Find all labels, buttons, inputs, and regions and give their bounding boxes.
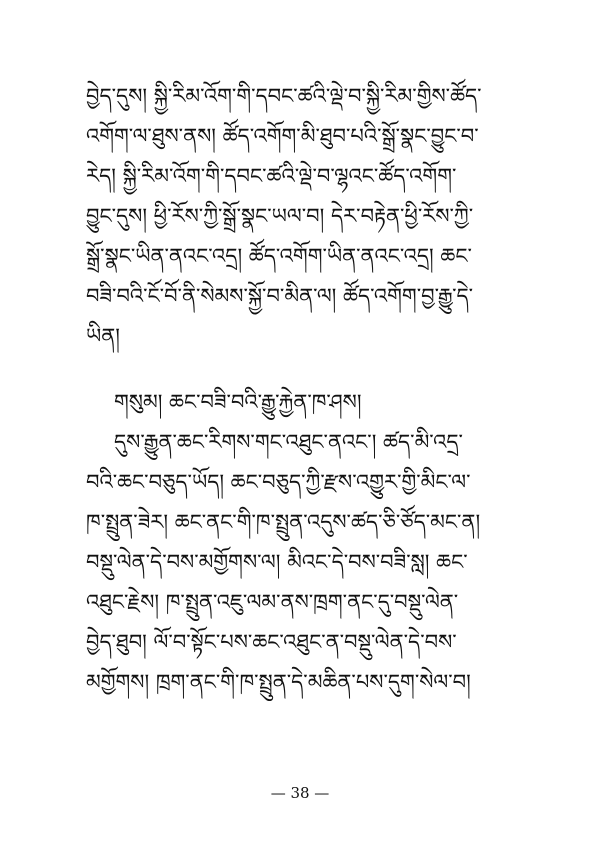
paragraph-1 <box>86 76 526 356</box>
text-line: སྒྲོ་སྣང་ཡིན་ནའང་འདྲ། ཚོད་འགོག་ཡིན་ནའང་འདྲ། ཆང་ <box>86 244 472 268</box>
text-line: བྱུང་དུས། ཕྱི་རོས་ཀྱི་སྒྲོ་སྣང་ཡལ་བ། དེར་བརྟེན་ཕྱི་རོས་ཀྱི་ <box>86 204 474 228</box>
text-line: བའི་ཆང་བཅུད་ཡོད། ཆང་བཅུད་ཀྱི་རྫས་འགྱུར་གྱི་མིང་ལ་ <box>86 470 471 494</box>
text-line: བྱེད་ཐུབ། ལོ་བ་སྟོང་པས་ཆང་འཐུང་ན་བསྡུ་ལེན་དེ་བས་ <box>86 630 457 654</box>
text-line: ཡིན། <box>86 324 120 348</box>
text-line: བཟི་བའི་ངོ་བོ་ནི་སེམས་སྐྱོ་བ་མིན་ལ། ཚོད་འགོག་བྱ་རྒྱུ་དེ་ <box>86 284 474 308</box>
text-line: དུས་རྒྱུན་ཆང་རིགས་གང་འཐུང་ནའང་། ཚད་མི་འདྲ་ <box>114 430 463 454</box>
text-line: ཁ་སྤྲུན་ཟེར། ཆང་ནང་གི་ཁ་སྤྲུན་འདུས་ཚད་ཅི་ཙོད་མང་ན། <box>86 510 481 534</box>
body-text <box>86 76 526 702</box>
text-line: བྱེད་དུས། སྐྱི་རིམ་འོག་གི་དབང་ཚའི་ལྡེ་བ་སྐྱི་རིམ་གྱིས་ཚོད་ <box>86 84 482 108</box>
text-line: རེད། སྐྱི་རིམ་འོག་གི་དབང་ཚའི་ལྡེ་བ་ལྷའང་ཚོད་འགོག་ <box>86 164 457 188</box>
text-line: འགོག་ལ་ཐུས་ནས། ཚོད་འགོག་མི་ཐུབ་པའི་སྒྲོ་སྣང་བྱུང་བ་ <box>86 124 479 148</box>
section-heading: གསུམ། ཆང་བཟི་བའི་རྒྱུ་རྐྱེན་ཁ་ཤས། <box>114 390 362 414</box>
text-line: འཐུང་རྗེས། ཁ་སྤྲུན་འཇུ་ལམ་ནས་ཁྲག་ནང་དུ་བསྡུ་ལེན་ <box>86 590 459 614</box>
page-number: — 38 — <box>270 784 330 802</box>
paragraph-2 <box>86 422 526 702</box>
text-line: མགྱོགས། ཁྲག་ནང་གི་ཁ་སྤྲུན་དེ་མཆིན་པས་དུག་སེལ་བ། <box>86 670 471 694</box>
text-line: བསྡུ་ལེན་དེ་བས་མགྱོགས་ལ། མིའང་དེ་བས་བཟི་སླ། ཆང་ <box>86 550 468 574</box>
